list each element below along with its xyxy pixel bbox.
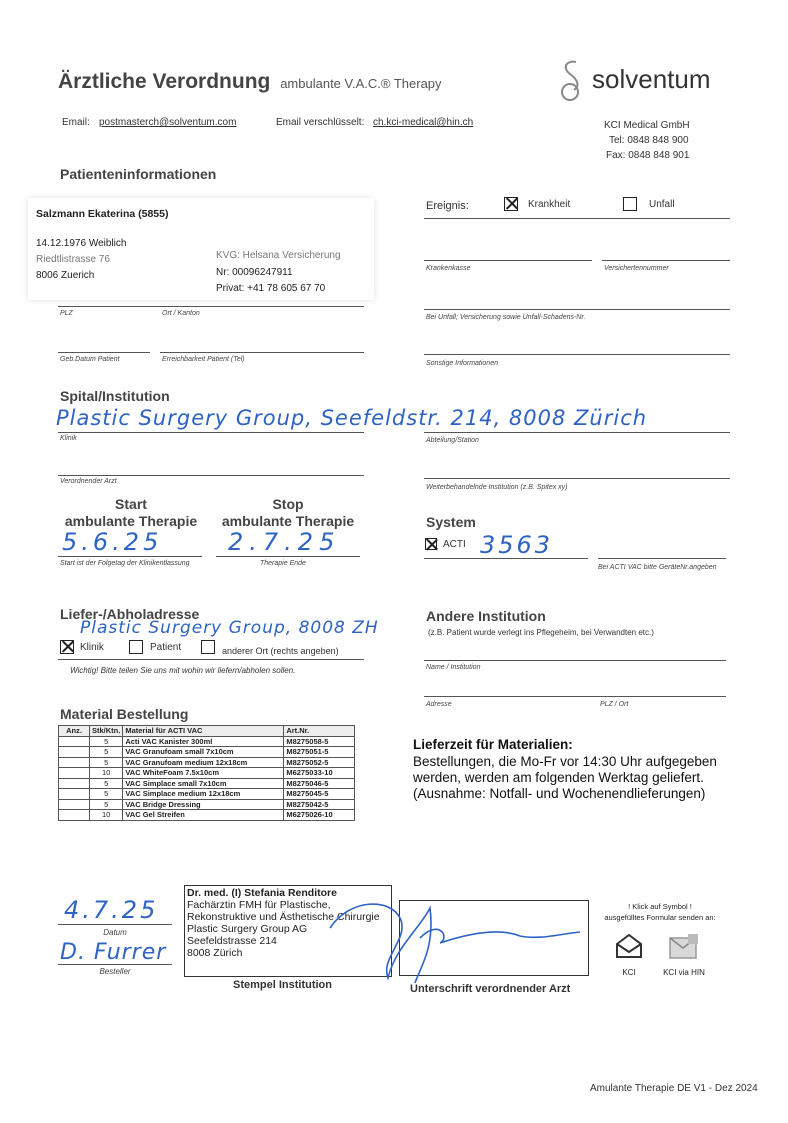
material-art-cell: M6275026-10	[284, 810, 355, 821]
email-label: Email:	[62, 117, 90, 128]
label-plz-ort: PLZ / Ort	[600, 701, 629, 708]
send-instructions	[596, 901, 724, 923]
label-klinik: Klinik	[60, 435, 77, 442]
col-qty: Anz.	[59, 726, 90, 737]
logo-mark-icon	[556, 58, 588, 102]
stop-note: Therapie Ende	[260, 560, 306, 567]
label-name-institution: Name / Institution	[426, 664, 481, 671]
stamp-line3: Plastic Surgery Group AG	[187, 923, 308, 935]
delivery-note	[70, 666, 295, 675]
material-qty-cell[interactable]	[59, 778, 90, 789]
signature-scribble	[270, 888, 590, 988]
document-title	[58, 70, 442, 94]
form-version: Amulante Therapie DE V1 - Dez 2024	[590, 1083, 758, 1094]
material-qty-cell[interactable]	[59, 736, 90, 747]
orderer-handwritten: D. Furrer	[60, 940, 167, 965]
table-row	[59, 768, 355, 779]
material-units-cell: 5	[90, 778, 123, 789]
delivery-patient-checkbox[interactable]	[129, 640, 143, 654]
table-row	[59, 757, 355, 768]
patient-section-title: Patienteninformationen	[60, 166, 217, 182]
other-institution-title: Andere Institution	[426, 608, 546, 624]
label-plz: PLZ	[60, 310, 73, 317]
delivery-klinik-label: Klinik	[80, 642, 104, 653]
material-art-cell: M8275046-5	[284, 778, 355, 789]
start-title-2: ambulante Therapie	[64, 513, 198, 529]
table-row	[59, 736, 355, 747]
company-tel: Tel: 0848 848 900	[609, 135, 689, 146]
date-label: Datum	[103, 928, 127, 937]
table-row	[59, 799, 355, 810]
envelope-icon	[614, 932, 644, 960]
system-section-title: System	[426, 514, 476, 530]
illness-label: Krankheit	[528, 199, 571, 210]
patient-city: 8006 Zuerich	[36, 270, 95, 281]
company-fax: Fax: 0848 848 901	[606, 150, 690, 161]
material-units-cell: 5	[90, 747, 123, 758]
stop-title	[216, 496, 360, 530]
envelope-hin-icon	[668, 932, 700, 960]
material-name-cell: VAC Granufoam small 7x10cm	[123, 747, 284, 758]
material-qty-cell[interactable]	[59, 799, 90, 810]
orderer-label: Besteller	[99, 967, 131, 976]
stamp-line5: 8008 Zürich	[187, 947, 243, 959]
material-qty-cell[interactable]	[59, 810, 90, 821]
delivery-time-title: Lieferzeit für Materialien:	[413, 737, 573, 752]
device-number-handwritten: 3563	[480, 531, 554, 559]
patient-dob: 14.12.1976 Weiblich	[36, 238, 127, 249]
material-qty-cell[interactable]	[59, 757, 90, 768]
company-name: KCI Medical GmbH	[604, 120, 690, 131]
col-material: Material für ACTI VAC	[123, 726, 284, 737]
col-art: Art.Nr.	[284, 726, 355, 737]
accident-label: Unfall	[649, 199, 675, 210]
solventum-logo	[556, 58, 588, 107]
material-name-cell: VAC WhiteFoam 7.5x10cm	[123, 768, 284, 779]
event-label: Ereignis:	[426, 200, 469, 212]
other-institution-note: (z.B. Patient wurde verlegt ins Pflegeheim, bei Verwandten etc.)	[428, 628, 654, 637]
material-units-cell: 10	[90, 810, 123, 821]
material-name-cell: VAC Simplace small 7x10cm	[123, 778, 284, 789]
institution-section-title: Spital/Institution	[60, 388, 170, 404]
title-text: Ärztliche Verordnung	[58, 70, 271, 93]
logo-text: solventum	[592, 64, 711, 94]
delivery-section-title: Liefer-/Abholadresse	[60, 606, 200, 622]
material-units-cell: 10	[90, 768, 123, 779]
delivery-patient-label: Patient	[150, 642, 182, 653]
delivery-time-line3: (Ausnahme: Notfall- und Wochenendlieferungen)	[413, 786, 706, 801]
start-title	[60, 496, 202, 530]
material-name-cell: VAC Bridge Dressing	[123, 799, 284, 810]
material-units-cell: 5	[90, 799, 123, 810]
label-dob: Geb.Datum Patient	[60, 356, 120, 363]
stop-title-1: Stop	[272, 496, 304, 512]
stop-date-handwritten: 2.7.25	[228, 528, 341, 556]
material-qty-cell[interactable]	[59, 747, 90, 758]
stamp-line1: Fachärztin FMH für Plastische,	[187, 899, 331, 911]
acti-checkbox[interactable]	[425, 538, 437, 550]
delivery-other-checkbox[interactable]	[201, 640, 215, 654]
material-header-row	[59, 726, 355, 737]
material-section-title: Material Bestellung	[60, 706, 189, 722]
send-hin-button[interactable]	[668, 932, 700, 965]
send-kci-label: KCI	[622, 968, 636, 977]
label-weiter: Weiterbehandelnde Institution (z.B. Spitex xy)	[426, 484, 568, 491]
material-art-cell: M8275051-5	[284, 747, 355, 758]
label-ort: Ort / Kanton	[162, 310, 200, 317]
material-art-cell: M8275058-5	[284, 736, 355, 747]
signature-label: Unterschrift verordnender Arzt	[410, 983, 571, 995]
label-arzt: Verordnender Arzt	[60, 478, 117, 485]
institution-handwritten: Plastic Surgery Group, Seefeldstr. 214, 8008 Zürich	[56, 406, 648, 430]
col-units: Stk/Ktn.	[90, 726, 123, 737]
stamp-label: Stempel Institution	[233, 979, 332, 991]
patient-insurance: KVG: Helsana Versicherung	[216, 250, 341, 261]
subtitle-text: ambulante V.A.C.® Therapy	[280, 76, 442, 91]
accident-checkbox[interactable]	[623, 197, 637, 211]
delivery-other-note: (rechts angeben)	[270, 646, 339, 656]
stamp-line4: Seefeldstrasse 214	[187, 935, 277, 947]
send-kci-button[interactable]	[614, 932, 644, 965]
material-art-cell: M8275045-5	[284, 789, 355, 800]
stop-title-2: ambulante Therapie	[221, 513, 355, 529]
send-instruction-1: ! Klick auf Symbol !	[628, 902, 692, 911]
label-kasse: Krankenkasse	[426, 265, 471, 272]
material-name-cell: VAC Gel Streifen	[123, 810, 284, 821]
send-hin-label: KCI via HIN	[663, 968, 705, 977]
start-note: Start ist der Folgetag der Klinikentlassung	[60, 560, 190, 567]
label-vnr: Versichertennummer	[604, 265, 669, 272]
table-row	[59, 789, 355, 800]
patient-phone: Privat: +41 78 605 67 70	[216, 283, 326, 294]
illness-checkbox[interactable]	[504, 197, 518, 211]
start-title-1: Start	[115, 496, 147, 512]
delivery-note-text: Bitte teilen Sie uns mit wohin wir liefern/abholen sollen.	[100, 666, 296, 675]
delivery-other-label	[222, 646, 339, 656]
material-name-cell: VAC Granufoam medium 12x18cm	[123, 757, 284, 768]
table-row	[59, 810, 355, 821]
delivery-klinik-checkbox[interactable]	[60, 640, 74, 654]
material-units-cell: 5	[90, 736, 123, 747]
date-handwritten: 4.7.25	[64, 896, 159, 924]
material-qty-cell[interactable]	[59, 789, 90, 800]
stamp-name: Dr. med. (I) Stefania Renditore	[187, 887, 337, 899]
material-units-cell: 5	[90, 757, 123, 768]
email-encrypted-label: Email verschlüsselt:	[276, 117, 365, 128]
email-encrypted-link[interactable]: ch.kci-medical@hin.ch	[373, 117, 474, 128]
delivery-time-line1: Bestellungen, die Mo-Fr vor 14:30 Uhr aufgegeben	[413, 754, 717, 769]
material-name-cell: VAC Simplace medium 12x18cm	[123, 789, 284, 800]
start-date-handwritten: 5.6.25	[62, 528, 163, 556]
patient-name: Salzmann Ekaterina (5855)	[36, 208, 169, 220]
label-adresse: Adresse	[426, 701, 452, 708]
stamp-line2: Rekonstruktive und Ästhetische Chirurgie	[187, 911, 380, 923]
material-name-cell: Acti VAC Kanister 300ml	[123, 736, 284, 747]
material-art-cell: M8275052-5	[284, 757, 355, 768]
delivery-note-bold: Wichtig!	[70, 666, 99, 675]
delivery-handwritten: Plastic Surgery Group, 8008 ZH	[80, 618, 379, 638]
material-qty-cell[interactable]	[59, 768, 90, 779]
material-art-cell: M8275042-5	[284, 799, 355, 810]
system-note: Bei ACTI VAC bitte GeräteNr.angeben	[598, 564, 717, 571]
table-row	[59, 747, 355, 758]
material-units-cell: 5	[90, 789, 123, 800]
label-reach: Erreichbarkeit Patient (Tel)	[162, 356, 245, 363]
email-link[interactable]: postmasterch@solventum.com	[99, 117, 237, 128]
label-unfall: Bei Unfall; Versicherung sowie Unfall-Schadens-Nr.	[426, 314, 586, 321]
acti-label: ACTI	[443, 539, 466, 550]
material-art-cell: M6275033-10	[284, 768, 355, 779]
delivery-other-text: anderer Ort	[222, 646, 269, 656]
patient-street: Riedtlistrasse 76	[36, 254, 110, 265]
delivery-time-text	[413, 754, 717, 802]
send-instruction-2: ausgefülltes Formular senden an:	[604, 913, 716, 922]
material-table	[58, 725, 355, 821]
label-abteilung: Abteilung/Station	[426, 437, 479, 444]
patient-insurance-nr: Nr: 00096247911	[216, 267, 293, 278]
table-row	[59, 778, 355, 789]
delivery-time-line2: werden, werden am folgenden Werktag geliefert.	[413, 770, 704, 785]
label-other-info: Sonstige Informationen	[426, 360, 498, 367]
